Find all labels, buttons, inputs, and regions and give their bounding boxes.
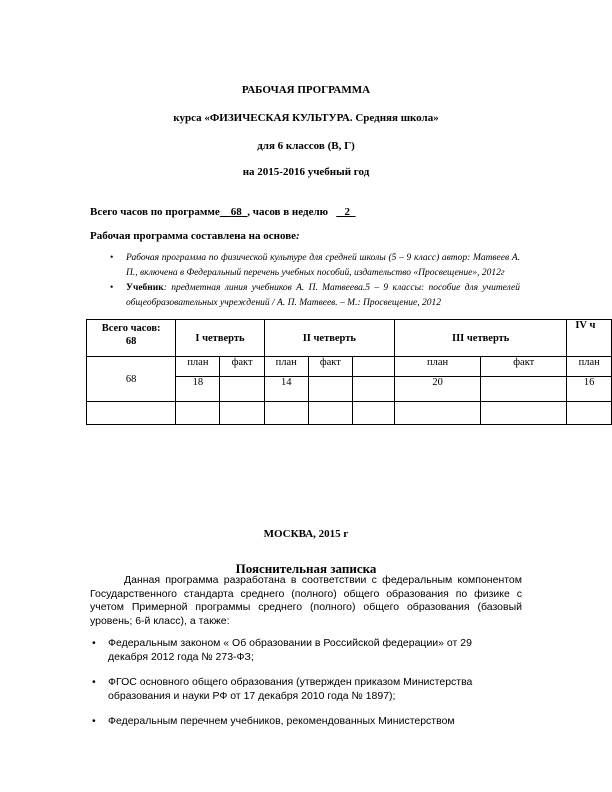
table-header-q2: II четверть bbox=[264, 320, 394, 357]
note-intro: Данная программа разработана в соответствии с федеральным компонентом Государственного стандарта среднего (полного) общего образования по физике с учетом Примерной программы среднего (полного) общего образования (базовый уровень; 6-й класс), а также: bbox=[90, 574, 522, 627]
hours-table bbox=[86, 319, 612, 425]
table-q3-plan-label: план bbox=[395, 357, 481, 377]
hours-line bbox=[90, 206, 356, 218]
table-q1-plan-value: 18 bbox=[176, 377, 220, 402]
table-q1-fact-value bbox=[220, 377, 264, 402]
table-q3-fact-value bbox=[481, 377, 567, 402]
course-name: курса «ФИЗИЧЕСКАЯ КУЛЬТУРА. Средняя школа» bbox=[173, 112, 439, 124]
table-q2-plan-label: план bbox=[264, 357, 308, 377]
table-empty-row-cell bbox=[481, 402, 567, 425]
table-empty-row-cell bbox=[395, 402, 481, 425]
document-title: РАБОЧАЯ ПРОГРАММА bbox=[241, 84, 371, 96]
table-q2-empty-cell bbox=[352, 357, 394, 377]
table-header-q3: III четверть bbox=[395, 320, 567, 357]
note-item-textbooks: • Федеральным перечнем учебников, рекомендованных Министерством bbox=[88, 715, 508, 729]
table-q2-fact-value bbox=[308, 377, 352, 402]
table-empty-row-cell bbox=[87, 402, 176, 425]
note-item-law: • Федеральным законом « Об образовании в Российской федерации» от 29 декабря 2012 года № 273-ФЗ; bbox=[88, 637, 508, 664]
table-header-total: Всего часов: 68 bbox=[87, 320, 176, 357]
hours-weekly: 2 bbox=[344, 206, 351, 218]
note-item-fgos: • ФГОС основного общего образования (утвержден приказом Министерства образования и науки РФ от 17 декабря 2010 года № 1897); bbox=[88, 676, 508, 703]
hours-total: 68 bbox=[230, 206, 242, 218]
table-empty-row-cell bbox=[567, 402, 612, 425]
table-q3-plan-value: 20 bbox=[395, 377, 481, 402]
table-q1-fact-label: факт bbox=[220, 357, 264, 377]
hours-prefix: Всего часов по программе bbox=[90, 206, 220, 218]
table-q2-plan-value: 14 bbox=[264, 377, 308, 402]
table-empty-row-cell bbox=[352, 402, 394, 425]
academic-year: на 2015-2016 учебный год bbox=[242, 166, 370, 178]
table-header-q4: IV ч bbox=[567, 320, 612, 357]
table-q4-plan-label: план bbox=[567, 357, 612, 377]
table-q2-fact-label: факт bbox=[308, 357, 352, 377]
table-empty-row-cell bbox=[176, 402, 220, 425]
basis-item-program: • Рабочая программа по физической культуре для средней школы (5 – 9 класс) автор: Матвеев А. П., включена в Федеральный перечень учебных пособий, издательство «Просвещение», 2012г bbox=[106, 251, 520, 281]
basis-item-textbook: • Учебник: предметная линия учебников А. П. Матвеева.5 – 9 классы: пособие для учителей общеобразовательных учреждений / А. П. Матвеев. – М.: Просвещение, 2012 bbox=[106, 281, 520, 308]
table-q3-fact-label: факт bbox=[481, 357, 567, 377]
note-title: Пояснительная записка bbox=[235, 561, 377, 576]
table-q2-empty-value bbox=[352, 377, 394, 402]
table-header-q1: I четверть bbox=[176, 320, 264, 357]
table-empty-row-cell bbox=[220, 402, 264, 425]
basis-list bbox=[106, 251, 520, 308]
table-q4-plan-value: 16 bbox=[567, 377, 612, 402]
basis-label: Рабочая программа составлена на основе: bbox=[90, 230, 300, 242]
table-empty-row-cell bbox=[308, 402, 352, 425]
note-list bbox=[88, 637, 508, 729]
grade-line: для 6 классов (В, Г) bbox=[257, 140, 355, 152]
hours-mid: , часов в неделю bbox=[247, 206, 329, 218]
table-empty-row-cell bbox=[264, 402, 308, 425]
city-year: МОСКВА, 2015 г bbox=[263, 528, 349, 540]
table-q1-plan-label: план bbox=[176, 357, 220, 377]
table-total-value: 68 bbox=[87, 357, 176, 402]
